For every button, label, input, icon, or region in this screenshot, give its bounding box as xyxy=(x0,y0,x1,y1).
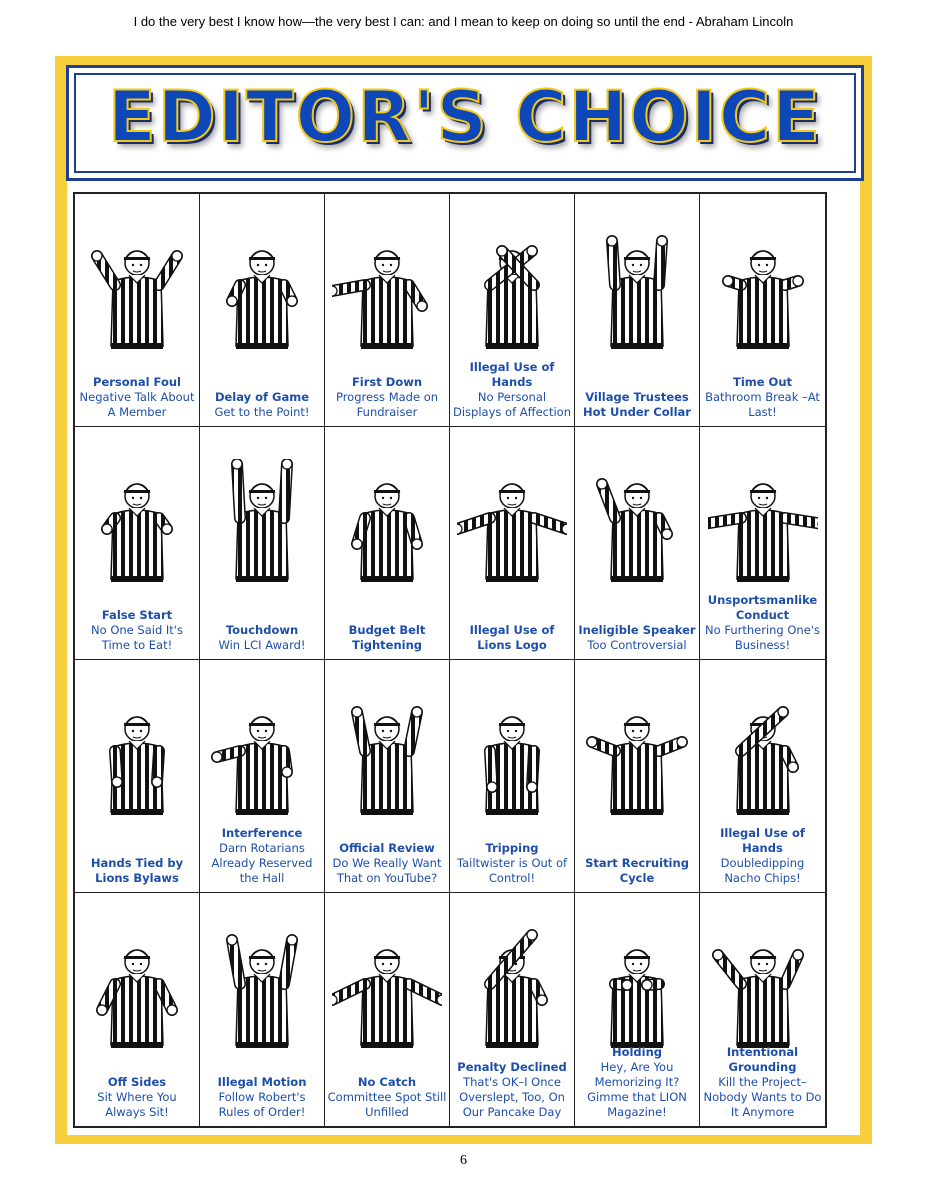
signal-title: Tripping xyxy=(485,841,539,855)
signal-subtitle: Too Controversial xyxy=(587,638,687,652)
referee-village-trustees-icon xyxy=(582,226,692,356)
signal-caption xyxy=(202,623,322,653)
signal-cell xyxy=(450,427,575,660)
signal-caption xyxy=(327,375,447,420)
signal-caption xyxy=(327,841,447,886)
signal-caption xyxy=(702,593,823,653)
signal-title: Time Out xyxy=(732,375,793,389)
signal-cell xyxy=(575,427,700,660)
signal-caption xyxy=(577,1045,697,1120)
referee-first-down-icon xyxy=(332,226,442,356)
referee-penalty-declined-icon xyxy=(457,925,567,1055)
signal-title: Holding xyxy=(611,1045,663,1059)
signal-title: False Start xyxy=(101,608,173,622)
signal-cell xyxy=(75,893,200,1126)
signal-cell xyxy=(200,893,325,1126)
signal-title: Illegal Use of Hands xyxy=(720,826,805,855)
signal-title: Illegal Use of Hands xyxy=(469,360,555,389)
signal-cell xyxy=(325,194,450,427)
referee-illegal-use-of-hands-icon xyxy=(457,226,567,356)
signal-subtitle: Sit Where You Always Sit! xyxy=(97,1090,177,1119)
referee-recruiting-cycle-icon xyxy=(582,692,692,822)
signal-cell xyxy=(575,893,700,1126)
signal-title: No Catch xyxy=(357,1075,417,1089)
signal-caption xyxy=(202,390,322,420)
signal-subtitle: Committee Spot Still Unfilled xyxy=(327,1090,447,1119)
signal-title: Ineligible Speaker xyxy=(578,623,696,637)
referee-personal-foul-icon xyxy=(82,226,192,356)
referee-time-out-icon xyxy=(708,226,818,356)
signal-subtitle: Doubledipping Nacho Chips! xyxy=(720,856,805,885)
signal-subtitle: No Furthering One's Business! xyxy=(705,623,820,652)
signal-cell xyxy=(700,893,825,1126)
signal-subtitle: Win LCI Award! xyxy=(218,638,306,652)
signal-title: Interference xyxy=(221,826,303,840)
signal-caption xyxy=(77,856,197,886)
signal-caption xyxy=(452,623,572,653)
referee-unsportsmanlike-icon xyxy=(708,459,818,589)
signal-title: Illegal Use of Lions Logo xyxy=(469,623,555,652)
signal-title: First Down xyxy=(351,375,423,389)
referee-ineligible-speaker-icon xyxy=(582,459,692,589)
signal-subtitle: Darn Rotarians Already Reserved the Hall xyxy=(211,841,313,885)
signal-title: Touchdown xyxy=(225,623,299,637)
signal-cell xyxy=(325,427,450,660)
signal-caption xyxy=(452,841,572,886)
signal-subtitle: No Personal Displays of Affection xyxy=(453,390,571,419)
signal-title: Delay of Game xyxy=(214,390,310,404)
signal-subtitle: That's OK–I Once Overslept, Too, On Our Pancake Day xyxy=(459,1075,565,1119)
referee-off-sides-icon xyxy=(82,925,192,1055)
signal-caption xyxy=(577,623,697,653)
signal-subtitle: Do We Really Want That on YouTube? xyxy=(332,856,442,885)
signal-caption xyxy=(202,1075,322,1120)
signal-cell xyxy=(575,660,700,893)
signal-cell xyxy=(75,427,200,660)
signal-caption xyxy=(202,826,322,886)
signal-subtitle: Get to the Point! xyxy=(214,405,310,419)
signal-title: Budget Belt Tightening xyxy=(348,623,426,652)
signal-title: Intentional Grounding xyxy=(726,1045,799,1074)
signal-title: Official Review xyxy=(339,841,435,855)
referee-interference-icon xyxy=(207,692,317,822)
signal-caption xyxy=(702,826,823,886)
signal-title: Hands Tied by Lions Bylaws xyxy=(90,856,184,885)
signal-subtitle: Hey, Are You Memorizing It? Gimme that LION Magazine! xyxy=(587,1060,687,1119)
signal-title: Illegal Motion xyxy=(217,1075,307,1089)
signal-caption xyxy=(452,360,572,420)
header-quote: I do the very best I know how—the very best I can: and I mean to keep on doing so until the end - Abraham Lincoln xyxy=(133,14,794,29)
referee-false-start-icon xyxy=(82,459,192,589)
referee-signals-grid xyxy=(73,192,827,1128)
signal-cell xyxy=(200,194,325,427)
referee-delay-of-game-icon xyxy=(207,226,317,356)
signal-title: Penalty Declined xyxy=(457,1060,567,1074)
referee-tripping-icon xyxy=(457,692,567,822)
signal-subtitle: No One Said It's Time to Eat! xyxy=(91,623,183,652)
signal-caption xyxy=(702,375,823,420)
signal-caption xyxy=(327,623,447,653)
referee-no-catch-icon xyxy=(332,925,442,1055)
referee-illegal-logo-icon xyxy=(457,459,567,589)
signal-cell xyxy=(75,660,200,893)
signal-subtitle: Bathroom Break –At Last! xyxy=(705,390,820,419)
signal-title: Off Sides xyxy=(107,1075,167,1089)
signal-subtitle: Negative Talk About A Member xyxy=(79,390,195,419)
referee-illegal-motion-icon xyxy=(207,925,317,1055)
signal-cell xyxy=(200,660,325,893)
signal-subtitle: Progress Made on Fundraiser xyxy=(335,390,439,419)
signal-subtitle: Kill the Project– Nobody Wants to Do It Anymore xyxy=(703,1075,822,1119)
signal-subtitle: Tailtwister is Out of Control! xyxy=(456,856,568,885)
editors-choice-banner xyxy=(66,65,864,181)
banner-title: EDITOR'S CHOICE xyxy=(107,76,823,158)
page-number: 6 xyxy=(460,1153,467,1168)
signal-caption xyxy=(452,1060,572,1120)
signal-caption xyxy=(77,375,197,420)
signal-caption xyxy=(77,608,197,653)
signal-caption xyxy=(327,1075,447,1120)
signal-cell xyxy=(75,194,200,427)
referee-official-review-icon xyxy=(332,692,442,822)
signal-cell xyxy=(700,427,825,660)
referee-holding-icon xyxy=(582,925,692,1055)
signal-cell xyxy=(450,660,575,893)
referee-budget-belt-icon xyxy=(332,459,442,589)
signal-title: Unsportsmanlike Conduct xyxy=(707,593,818,622)
signal-cell xyxy=(450,893,575,1126)
signal-title: Start Recruiting Cycle xyxy=(585,856,689,885)
signal-cell xyxy=(700,194,825,427)
signal-caption xyxy=(77,1075,197,1120)
signal-caption xyxy=(577,856,697,886)
signal-cell xyxy=(700,660,825,893)
signal-caption xyxy=(702,1045,823,1120)
signal-cell xyxy=(450,194,575,427)
referee-touchdown-icon xyxy=(207,459,317,589)
signal-caption xyxy=(577,390,697,420)
signal-subtitle: Follow Robert's Rules of Order! xyxy=(218,1090,306,1119)
signal-cell xyxy=(575,194,700,427)
signal-cell xyxy=(325,660,450,893)
referee-intentional-grounding-icon xyxy=(708,925,818,1055)
signal-title: Personal Foul xyxy=(93,375,181,389)
signal-cell xyxy=(200,427,325,660)
referee-illegal-use-of-hands-2-icon xyxy=(708,692,818,822)
referee-hands-tied-icon xyxy=(82,692,192,822)
signal-cell xyxy=(325,893,450,1126)
signal-title: Village Trustees Hot Under Collar xyxy=(583,390,691,419)
